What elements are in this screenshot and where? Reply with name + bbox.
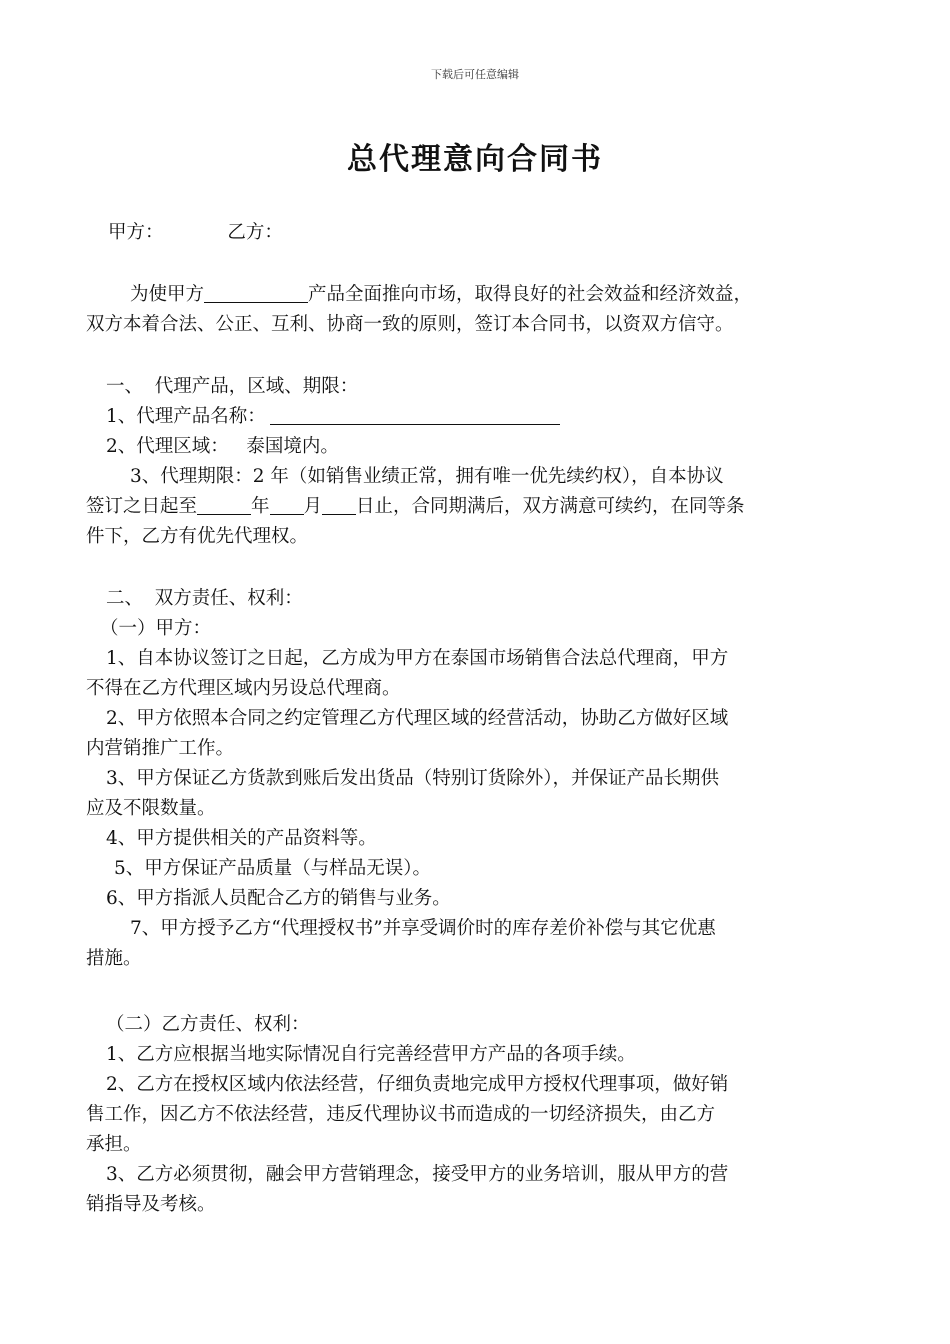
term-text-d: 日止，合同期满后，双方满意可续约，在同等条 (356, 496, 745, 517)
party-a-item-7-line-1: 7、甲方授予乙方“代理授权书”并享受调价时的库存差价补偿与其它优惠 (130, 918, 716, 939)
section-2-heading: 二、 双方责任、权利： (106, 588, 303, 609)
intro-text-a: 为使甲方 (130, 284, 205, 305)
party-b-item-2-line-1: 2、乙方在授权区域内依法经营，仔细负责地完成甲方授权代理事项，做好销 (106, 1074, 729, 1095)
party-a-item-3-line-2: 应及不限数量。 (86, 798, 216, 819)
party-a-item-2-line-2: 内营销推广工作。 (86, 738, 235, 759)
party-a-item-2-line-1: 2、甲方依照本合同之约定管理乙方代理区域的经营活动，协助乙方做好区域 (106, 708, 729, 729)
document-title: 总代理意向合同书 (347, 142, 603, 177)
section-1-item-1 (86, 402, 864, 432)
party-b-item-3-line-1: 3、乙方必须贯彻，融会甲方营销理念，接受甲方的业务培训，服从甲方的营 (106, 1164, 729, 1185)
party-a-item-6: 6、甲方指派人员配合乙方的销售与业务。 (106, 888, 451, 909)
section-2 (86, 584, 864, 974)
subsection-party-b: （二）乙方责任、权利： (106, 1014, 310, 1035)
party-b-item-2-line-3: 承担。 (86, 1134, 142, 1155)
item-1-label: 1、代理产品名称： (106, 406, 266, 427)
section-1-item-2: 2、代理区域： 泰国境内。 (106, 436, 339, 457)
product-name-blank (270, 404, 560, 425)
party-b-item-3-line-2: 销指导及考核。 (86, 1194, 216, 1215)
intro-line-1 (86, 280, 864, 310)
term-text-a: 签订之日起至 (86, 496, 198, 517)
section-1-item-3-line-1: 3、代理期限：2 年（如销售业绩正常，拥有唯一优先续约权），自本协议 (130, 466, 724, 487)
subsection-party-a: （一）甲方： (100, 618, 212, 639)
section-1 (86, 372, 864, 552)
party-a-item-1-line-1: 1、自本协议签订之日起，乙方成为甲方在泰国市场销售合法总代理商，甲方 (106, 648, 729, 669)
intro-line-2: 双方本着合法、公正、互利、协商一致的原则，签订本合同书，以资双方信守。 (86, 314, 734, 335)
day-blank (322, 494, 356, 515)
year-blank (197, 494, 251, 515)
intro-text-b: 产品全面推向市场，取得良好的社会效益和经济效益， (308, 284, 753, 305)
party-a-item-1-line-2: 不得在乙方代理区域内另设总代理商。 (86, 678, 401, 699)
party-a-item-5: 5、甲方保证产品质量（与样品无误）。 (114, 858, 432, 879)
section-1-item-3-line-3: 件下，乙方有优先代理权。 (86, 526, 309, 547)
term-text-c: 月 (303, 496, 323, 517)
parties-line (86, 218, 864, 248)
party-a-item-4: 4、甲方提供相关的产品资料等。 (106, 828, 377, 849)
term-text-b: 年 (251, 496, 270, 517)
party-b-label: 乙方： (227, 222, 283, 243)
section-1-item-3-line-2 (86, 492, 864, 522)
product-blank (204, 282, 308, 303)
section-2-party-b (86, 1010, 864, 1220)
party-a-label: 甲方： (108, 222, 164, 243)
month-blank (270, 494, 304, 515)
party-b-item-2-line-2: 售工作，因乙方不依法经营，违反代理协议书而造成的一切经济损失，由乙方 (86, 1104, 716, 1125)
party-a-item-3-line-1: 3、甲方保证乙方货款到账后发出货品（特别订货除外），并保证产品长期供 (106, 768, 720, 789)
intro-paragraph (86, 280, 864, 340)
party-a-item-7-line-2: 措施。 (86, 948, 142, 969)
party-b-item-1: 1、乙方应根据当地实际情况自行完善经营甲方产品的各项手续。 (106, 1044, 636, 1065)
header-note: 下载后可任意编辑 (431, 68, 519, 81)
section-1-heading: 一、 代理产品，区域、期限： (106, 376, 359, 397)
